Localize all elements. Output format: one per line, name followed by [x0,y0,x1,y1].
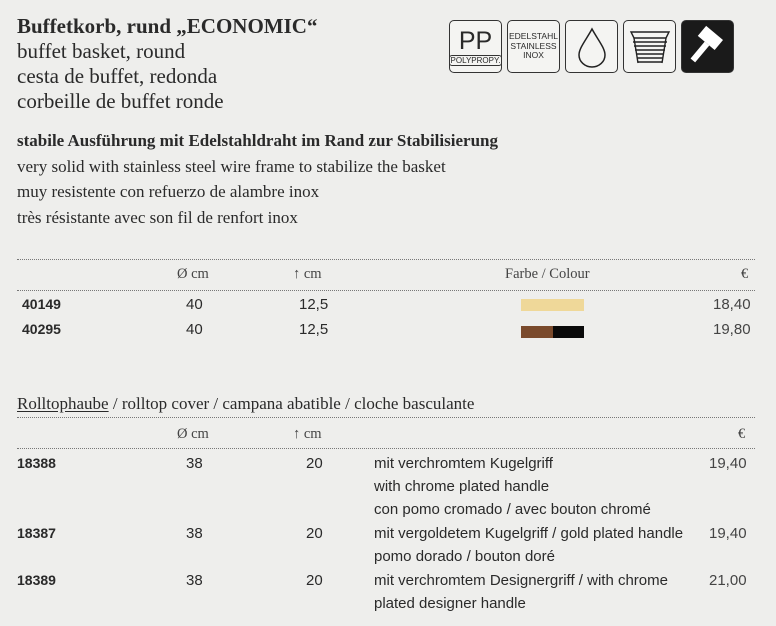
height-value: 12,5 [299,296,329,313]
section-title [17,394,474,414]
price-value: 18,40 [713,296,751,313]
article-number: 18389 [17,572,56,588]
price-value: 19,40 [709,525,747,542]
diameter-value: 40 [186,296,203,313]
header-diameter: Ø cm [177,266,209,282]
stainless-steel-icon: EDELSTAHL STAINLESS INOX [507,20,560,73]
divider [17,417,755,418]
diameter-value: 38 [186,572,203,589]
title-de: Buffetkorb, rund „ECONOMIC“ [17,14,318,38]
article-number: 18387 [17,525,56,541]
description-en: very solid with stainless steel wire frame to stabilize the basket [17,156,446,176]
colour-swatch [553,299,584,311]
section-title-de: Rolltophaube [17,394,109,413]
height-value: 20 [306,572,323,589]
header-diameter: Ø cm [177,426,209,442]
colour-swatch [553,326,584,338]
diameter-value: 40 [186,321,203,338]
height-value: 12,5 [299,321,329,338]
title-fr: corbeille de buffet ronde [17,89,224,113]
header-price: € [741,266,749,282]
price-value: 19,80 [713,321,751,338]
divider [17,290,755,291]
header-height: ↑ cm [293,266,322,282]
product-description: mit vergoldetem Kugelgriff / gold plated handle pomo dorado / bouton doré [374,525,684,565]
table-row [0,321,776,345]
product-description: mit verchromtem Designergriff / with chrome plated designer handle [374,572,668,612]
header-price: € [738,426,746,442]
description-fr: très résistante avec son fil de renfort inox [17,207,298,227]
description-es: muy resistente con refuerzo de alambre inox [17,182,320,201]
table-row [0,296,776,320]
height-arrow-icon: ↑ [293,266,301,282]
divider [17,448,755,449]
title-en: buffet basket, round [17,39,186,63]
product-description: mit verchromtem Kugelgriff with chrome plated handle con pomo cromado / avec bouton chromé [374,455,651,518]
description-de: stabile Ausführung mit Edelstahldraht im Rand zur Stabilisierung [17,131,498,150]
polypropylene-icon: PP POLYPROPY. [449,20,502,73]
section-title-rest: / rolltop cover / campana abatible / cloche basculante [108,394,475,413]
stackable-icon [623,20,676,73]
water-drop-icon [565,20,618,73]
article-number: 40149 [22,296,61,312]
divider [17,259,755,260]
diameter-value: 38 [186,455,203,472]
header-colour: Farbe / Colour [505,266,590,282]
price-value: 19,40 [709,455,747,472]
description [17,128,498,230]
property-icons [449,20,734,73]
title-es: cesta de buffet, redonda [17,64,218,88]
header-height: ↑ cm [293,426,322,442]
colour-swatch [521,299,553,311]
height-value: 20 [306,455,323,472]
height-value: 20 [306,525,323,542]
colour-swatch [521,326,553,338]
article-number: 18388 [17,455,56,471]
height-arrow-icon: ↑ [293,426,301,442]
article-number: 40295 [22,321,61,337]
title-block [17,14,317,114]
diameter-value: 38 [186,525,203,542]
price-value: 21,00 [709,572,747,589]
hammer-icon [681,20,734,73]
